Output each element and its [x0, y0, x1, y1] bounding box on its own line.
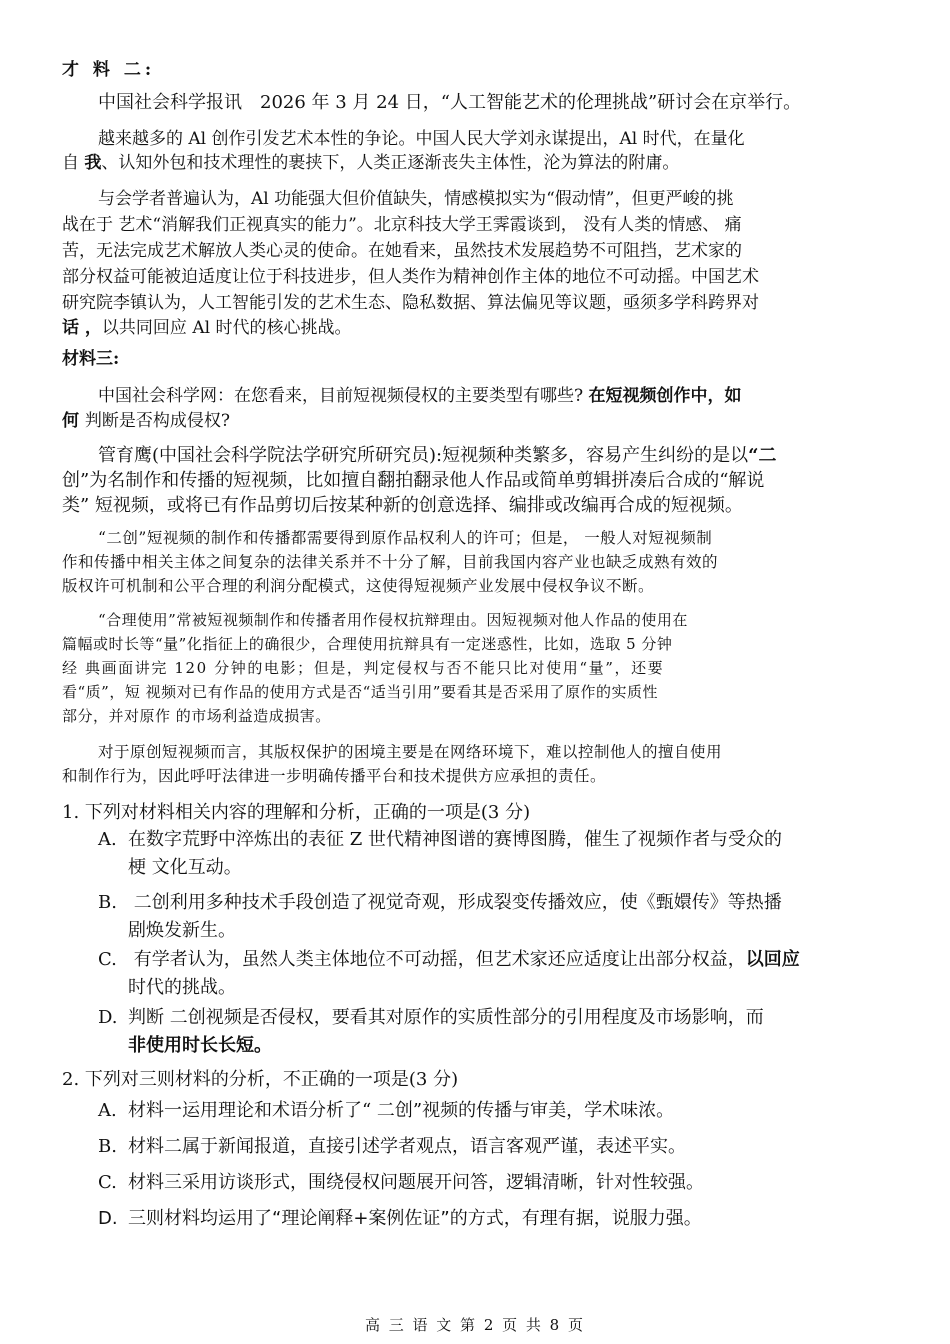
- news-lead-line: 中国社会科学报讯 2026 年 3 月 24 日，“人工智能艺术的伦理挑战”研讨会在京举行。: [98, 92, 802, 113]
- paragraph-line: 经 典画面讲完 120 分钟的电影；但是，判定侵权与否不能只比对使用“量”，还要: [62, 659, 665, 677]
- paragraph-line: 研究院李镇认为，人工智能引发的艺术生态、隐私数据、算法偏见等议题，亟须多学科跨界对: [62, 293, 759, 313]
- question-1-option-a: A. 在数字荒野中淬炼出的表征 Z 世代精神图谱的赛博图腾，催生了视频作者与受众的 梗 文化互动。: [98, 829, 782, 878]
- question-1-option-c: C. 有学者认为，虽然人类主体地位不可动摇，但艺术家还应适度让出部分权益，以回应 时代的挑战。: [98, 949, 800, 998]
- paragraph-line: 话 ，以共同回应 Al 时代的核心挑战。: [62, 318, 352, 338]
- paragraph-line: “合理使用”常被短视频制作和传播者用作侵权抗辩理由。因短视频对他人作品的使用在: [98, 611, 688, 629]
- interview-answer-line: 创”为名制作和传播的短视频，比如擅自翻拍翻录他人作品或简单剪辑拼凑后合成的“解说: [62, 470, 765, 491]
- interview-answer-line: 管育鹰(中国社会科学院法学研究所研究员):短视频种类繁多，容易产生纠纷的是以“二: [98, 445, 777, 466]
- question-2-option-d: D. 三则材料均运用了“理论阐释+案例佐证”的方式，有理有据，说服力强。: [98, 1208, 702, 1229]
- paragraph-line: “二创”短视频的制作和传播都需要得到原作品权利人的许可；但是， 一般人对短视频制: [98, 529, 713, 547]
- paragraph-line: 与会学者普遍认为，Al 功能强大但价值缺失，情感模拟实为“假动情”，但更严峻的挑: [98, 189, 734, 209]
- paragraph-line: 部分权益可能被迫适度让位于科技进步，但人类作为精神创作主体的地位不可动摇。中国艺术: [62, 267, 759, 287]
- question-2-option-a: A. 材料一运用理论和术语分析了“ 二创”视频的传播与审美，学术味浓。: [98, 1100, 675, 1121]
- interview-question-line: 何 判断是否构成侵权?: [62, 411, 231, 431]
- paragraph-line: 版权许可机制和公平合理的利润分配模式，这使得短视频产业发展中侵权争议不断。: [62, 577, 655, 595]
- question-2-option-b: B. 材料二属于新闻报道，直接引述学者观点，语言客观严谨，表述平实。: [98, 1136, 686, 1157]
- paragraph-line: 自 我、认知外包和技术理性的裹挟下，人类正逐渐丧失主体性，沦为算法的附庸。: [62, 153, 680, 173]
- paragraph-line: 战在于 艺术“消解我们正视真实的能力”。北京科技大学王霁霞谈到， 没有人类的情感、 痛: [62, 215, 742, 235]
- interview-question-line: 中国社会科学网：在您看来，目前短视频侵权的主要类型有哪些? 在短视频创作中，如: [98, 386, 742, 406]
- paragraph-line: 苦，无法完成艺术解放人类心灵的使命。在她看来，虽然技术发展趋势不可阻挡，艺术家的: [62, 241, 742, 261]
- paragraph-line: 对于原创短视频而言，其版权保护的困境主要是在网络环境下，难以控制他人的擅自使用: [98, 743, 723, 761]
- page-footer: 高 三 语 文 第 2 页 共 8 页: [364, 1316, 585, 1334]
- question-2-option-c: C. 材料三采用访谈形式，围绕侵权问题展开问答，逻辑清晰，针对性较强。: [98, 1172, 704, 1193]
- question-2-stem: 2. 下列对三则材料的分析，不正确的一项是(3 分): [62, 1069, 459, 1090]
- question-1-option-b: B. 二创利用多种技术手段创造了视觉奇观，形成裂变传播效应，使《甄嬛传》等热播 剧焕发新生。: [98, 892, 782, 941]
- paragraph-line: 篇幅或时长等“量”化指征上的确很少，合理使用抗辩具有一定迷惑性，比如，选取 5 分钟: [62, 635, 673, 653]
- question-1-option-d: D. 判断 二创视频是否侵权，要看其对原作的实质性部分的引用程度及市场影响，而 非使用时长长短。: [98, 1007, 764, 1056]
- paragraph-line: 越来越多的 Al 创作引发艺术本性的争论。中国人民大学刘永谋提出，Al 时代，在量化: [98, 129, 745, 149]
- paragraph-line: 看“质”，短 视频对已有作品的使用方式是否“适当引用”要看其是否采用了原作的实质性: [62, 683, 658, 701]
- material-two-heading: 才 料 二:: [62, 60, 156, 80]
- paragraph-line: 作和传播中相关主体之间复杂的法律关系并不十分了解，目前我国内容产业也缺乏成熟有效的: [62, 553, 719, 571]
- interview-answer-line: 类” 短视频，或将已有作品剪切后按某种新的创意选择、编排或改编再合成的短视频。: [62, 495, 743, 516]
- question-1-stem: 1. 下列对材料相关内容的理解和分析，正确的一项是(3 分): [62, 802, 531, 823]
- paragraph-line: 和制作行为，因此呼吁法律进一步明确传播平台和技术提供方应承担的责任。: [62, 767, 607, 785]
- material-three-heading: 材料三:: [62, 349, 120, 369]
- paragraph-line: 部分，并对原作 的市场利益造成损害。: [62, 707, 331, 725]
